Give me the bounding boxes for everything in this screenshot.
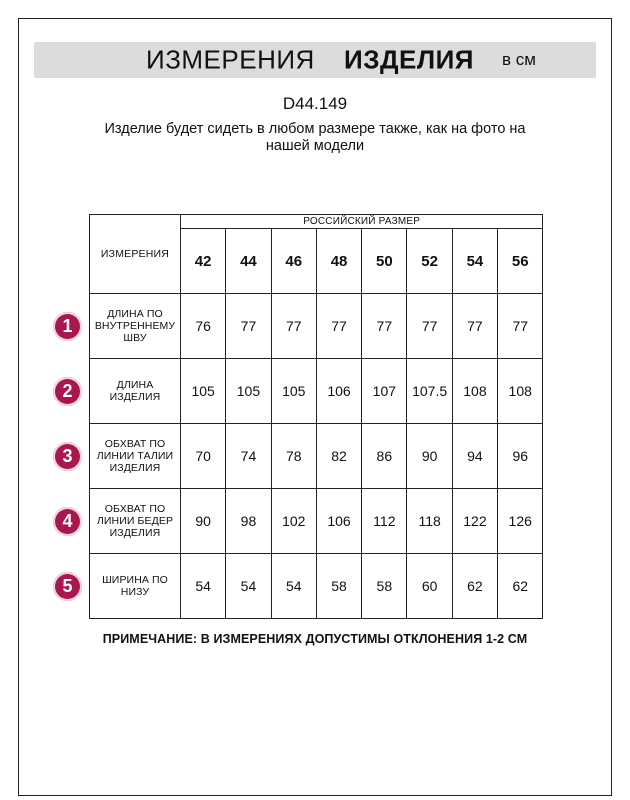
title-unit: в см [502,50,536,69]
row-label [90,359,181,424]
size-header: 56 [498,229,543,294]
row-number-badge: 1 [53,312,82,341]
value-cell: 90 [407,424,452,489]
table-row [90,554,543,619]
title-banner [34,42,596,78]
value-cell: 54 [271,554,316,619]
size-header: 46 [271,229,316,294]
row-number-badge: 3 [53,442,82,471]
value-cell: 77 [362,294,407,359]
value-cell: 77 [452,294,497,359]
value-cell: 126 [498,489,543,554]
row-label-line: ШВУ [123,332,147,344]
value-cell: 58 [362,554,407,619]
value-cell: 82 [316,424,361,489]
value-cell: 106 [316,489,361,554]
row-label-line: НИЗУ [120,586,150,598]
value-cell: 112 [362,489,407,554]
row-number-badge: 5 [53,572,82,601]
row-label-line: ДЛИНА ПО [107,308,163,320]
row-label-line: ЛИНИИ ТАЛИИ [96,450,174,462]
row-label-line: ЛИНИИ БЕДЕР [96,515,174,527]
row-number-badge: 4 [53,507,82,536]
size-header: 52 [407,229,452,294]
row-label-line: ИЗДЕЛИЯ [109,462,161,474]
size-header: 42 [181,229,226,294]
size-table [89,214,543,619]
value-cell: 54 [181,554,226,619]
value-cell: 77 [316,294,361,359]
value-cell: 62 [498,554,543,619]
table-row [90,359,543,424]
fit-note [95,121,535,155]
size-header: 44 [226,229,271,294]
value-cell: 90 [181,489,226,554]
value-cell: 58 [316,554,361,619]
row-label [90,424,181,489]
row-label [90,489,181,554]
value-cell: 77 [407,294,452,359]
value-cell: 108 [498,359,543,424]
row-label-line: ВНУТРЕННЕМУ [94,320,176,332]
value-cell: 70 [181,424,226,489]
value-cell: 74 [226,424,271,489]
value-cell: 118 [407,489,452,554]
size-header: 54 [452,229,497,294]
value-cell: 76 [181,294,226,359]
value-cell: 86 [362,424,407,489]
title-measurements: ИЗМЕРЕНИЯ [146,44,315,75]
row-label-line: ДЛИНА [116,379,154,391]
product-code: D44.149 [282,94,348,113]
table-row [90,489,543,554]
row-label [90,554,181,619]
value-cell: 105 [271,359,316,424]
fit-note-line: Изделие будет сидеть в любом размере также, как на фото на [104,121,526,137]
fit-note-line: нашей модели [265,138,365,154]
value-cell: 105 [226,359,271,424]
header-measurements: ИЗМЕРЕНИЯ [90,215,181,294]
row-number-badge: 2 [53,377,82,406]
row-label-line: ОБХВАТ ПО [104,438,166,450]
value-cell: 94 [452,424,497,489]
value-cell: 107.5 [407,359,452,424]
value-cell: 107 [362,359,407,424]
size-header: 50 [362,229,407,294]
value-cell: 78 [271,424,316,489]
row-label [90,294,181,359]
value-cell: 96 [498,424,543,489]
value-cell: 122 [452,489,497,554]
value-cell: 62 [452,554,497,619]
value-cell: 102 [271,489,316,554]
title-product: ИЗДЕЛИЯ [344,44,474,75]
size-header: 48 [316,229,361,294]
header-russian-size: РОССИЙСКИЙ РАЗМЕР [181,215,543,229]
value-cell: 77 [498,294,543,359]
row-label-line: ИЗДЕЛИЯ [109,391,161,403]
row-label-line: ОБХВАТ ПО [104,503,166,515]
value-cell: 108 [452,359,497,424]
value-cell: 105 [181,359,226,424]
value-cell: 60 [407,554,452,619]
table-row [90,294,543,359]
table-row [90,424,543,489]
value-cell: 77 [226,294,271,359]
row-label-line: ИЗДЕЛИЯ [109,527,161,539]
row-label-line: ШИРИНА ПО [102,574,168,586]
value-cell: 106 [316,359,361,424]
footnote: ПРИМЕЧАНИЕ: В ИЗМЕРЕНИЯХ ДОПУСТИМЫ ОТКЛОНЕНИЯ 1-2 СМ [102,632,528,646]
value-cell: 54 [226,554,271,619]
value-cell: 98 [226,489,271,554]
value-cell: 77 [271,294,316,359]
